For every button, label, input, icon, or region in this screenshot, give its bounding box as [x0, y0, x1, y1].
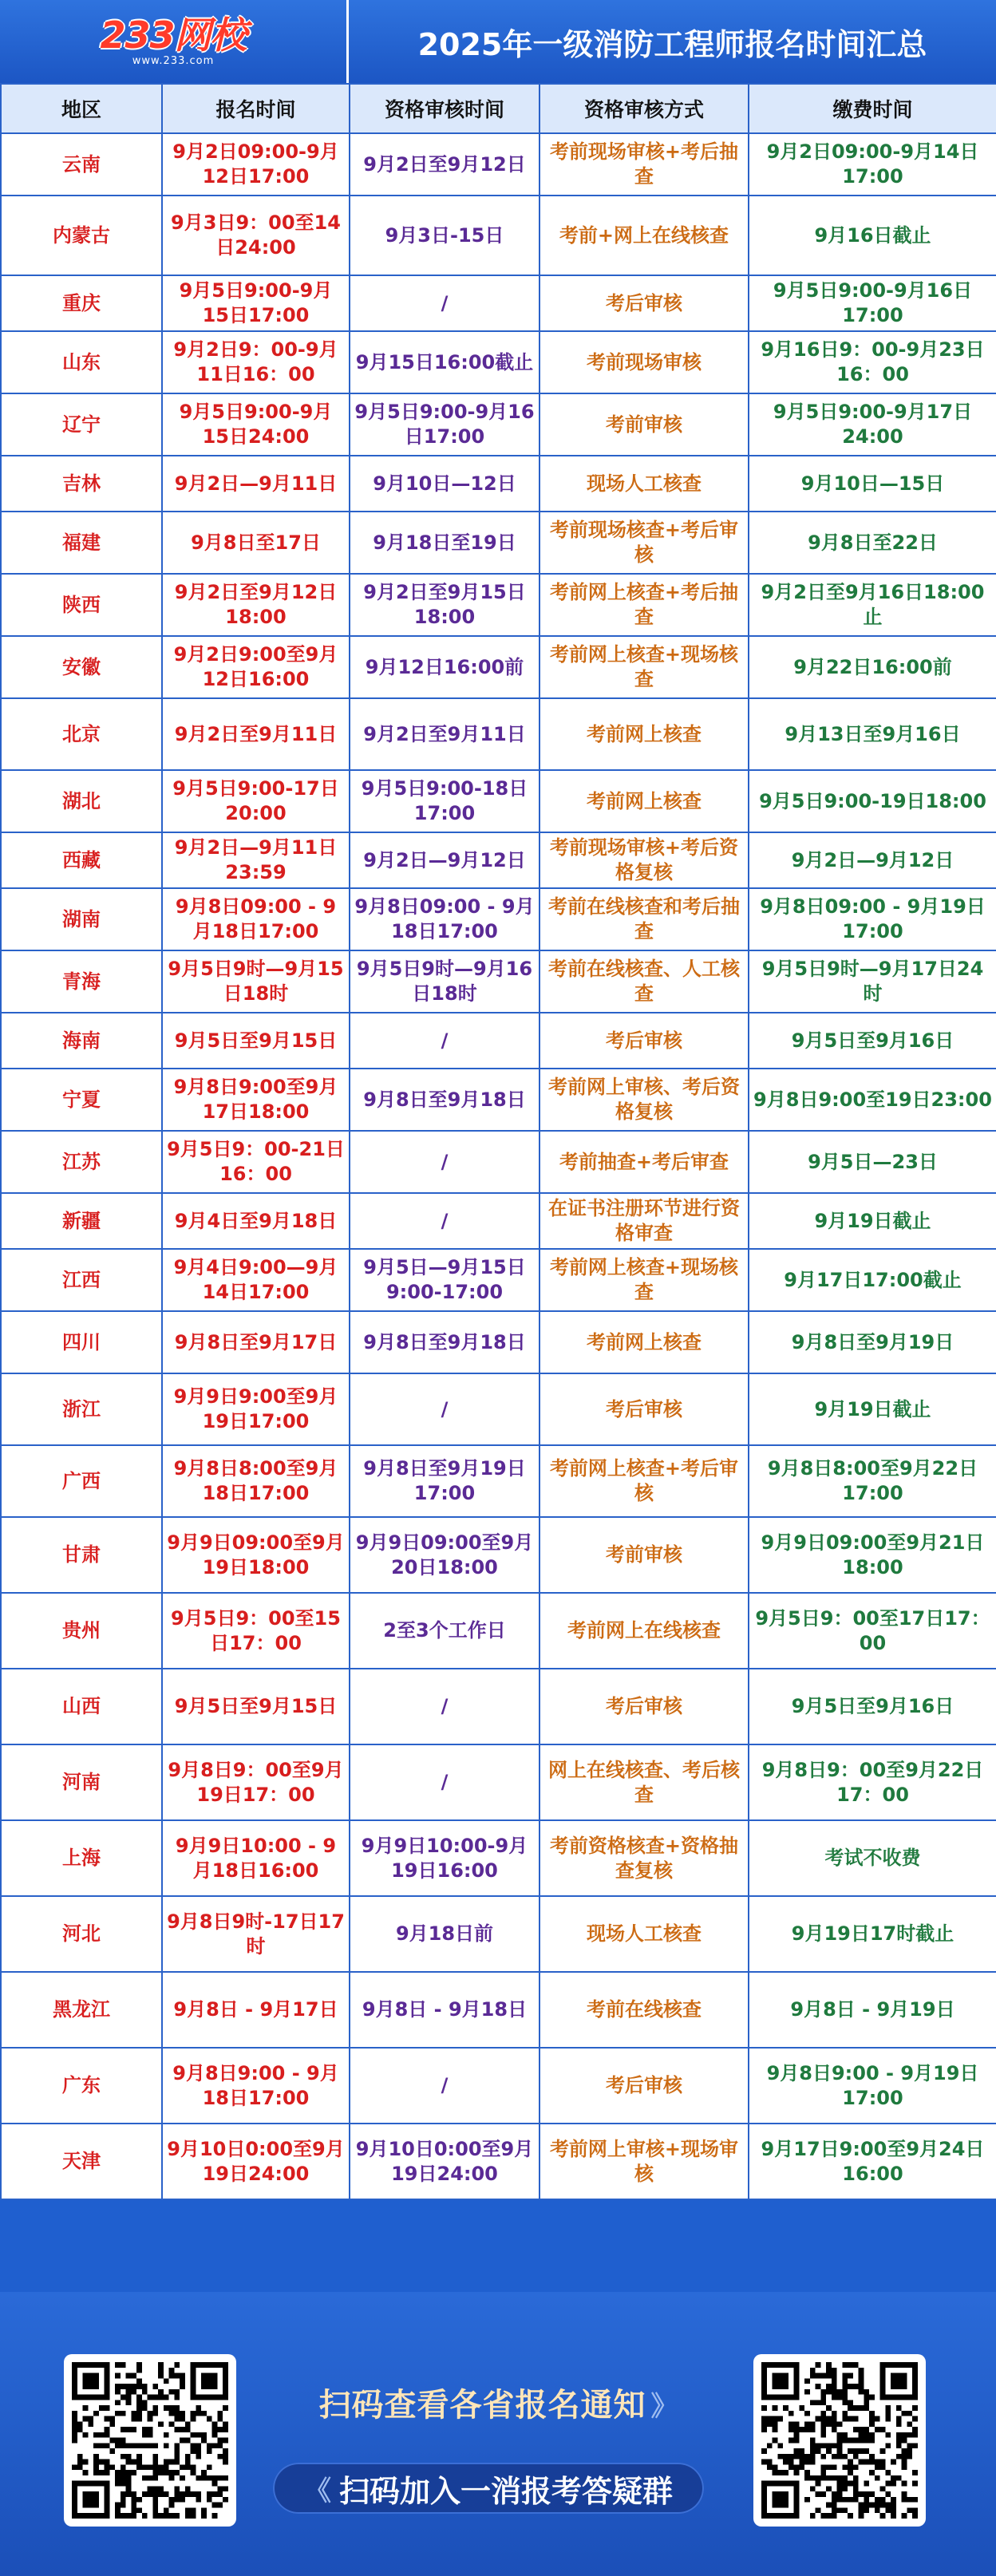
- registration-time-cell: 9月2日—9月11日: [162, 456, 350, 512]
- region-cell: 广西: [1, 1445, 162, 1517]
- column-header: 报名时间: [162, 84, 350, 133]
- registration-time-cell: 9月8日09:00 - 9月18日17:00: [162, 888, 350, 950]
- registration-time-cell: 9月8日9:00 - 9月18日17:00: [162, 2048, 350, 2124]
- payment-time-cell: 9月22日16:00前: [749, 636, 996, 698]
- audit-method-cell: 考前网上核查+现场核查: [540, 1249, 749, 1311]
- payment-time-cell: 9月8日9:00 - 9月19日17:00: [749, 2048, 996, 2124]
- table-row: [1, 331, 996, 393]
- column-header: 资格审核方式: [540, 84, 749, 133]
- audit-time-cell: 9月12日16:00前: [350, 636, 540, 698]
- audit-method-cell: 考后审核: [540, 1373, 749, 1445]
- registration-time-cell: 9月5日9:00-9月15日17:00: [162, 275, 350, 331]
- payment-time-cell: 9月2日至9月16日18:00止: [749, 574, 996, 636]
- audit-method-cell: 考前网上核查: [540, 770, 749, 832]
- table-row: [1, 1193, 996, 1249]
- registration-time-cell: 9月8日9时-17日17时: [162, 1896, 350, 1972]
- registration-time-cell: 9月2日—9月11日23:59: [162, 832, 350, 888]
- table-row: [1, 133, 996, 196]
- table-row: [1, 2124, 996, 2199]
- audit-method-cell: 考前在线核查: [540, 1972, 749, 2048]
- table-row: [1, 832, 996, 888]
- logo-text: 233网校: [100, 13, 247, 57]
- region-cell: 青海: [1, 950, 162, 1013]
- audit-time-cell: /: [350, 1131, 540, 1193]
- registration-time-cell: 9月5日9：00-21日16：00: [162, 1131, 350, 1193]
- region-cell: 北京: [1, 698, 162, 770]
- payment-time-cell: 9月17日17:00截止: [749, 1249, 996, 1311]
- audit-time-cell: 9月2日至9月15日18:00: [350, 574, 540, 636]
- audit-time-cell: /: [350, 1193, 540, 1249]
- registration-time-cell: 9月5日至9月15日: [162, 1013, 350, 1069]
- region-cell: 辽宁: [1, 393, 162, 456]
- region-cell: 天津: [1, 2124, 162, 2199]
- region-cell: 广东: [1, 2048, 162, 2124]
- registration-time-cell: 9月2日09:00-9月12日17:00: [162, 133, 350, 196]
- region-cell: 山东: [1, 331, 162, 393]
- registration-time-cell: 9月2日至9月12日18:00: [162, 574, 350, 636]
- audit-time-cell: 9月2日至9月11日: [350, 698, 540, 770]
- audit-time-cell: 9月8日至9月19日17:00: [350, 1445, 540, 1517]
- audit-time-cell: 9月2日—9月12日: [350, 832, 540, 888]
- region-cell: 西藏: [1, 832, 162, 888]
- region-cell: 河北: [1, 1896, 162, 1972]
- table-row: [1, 1744, 996, 1820]
- audit-method-cell: 考后审核: [540, 2048, 749, 2124]
- audit-method-cell: 考前网上核查+考后审核: [540, 1445, 749, 1517]
- qr-code-icon: [72, 2362, 228, 2519]
- region-cell: 吉林: [1, 456, 162, 512]
- payment-time-cell: 9月5日9:00-19日18:00: [749, 770, 996, 832]
- double-arrow-left-icon: 《: [303, 2475, 331, 2507]
- audit-time-cell: 9月5日9:00-18日17:00: [350, 770, 540, 832]
- region-cell: 新疆: [1, 1193, 162, 1249]
- payment-time-cell: 9月2日09:00-9月14日17:00: [749, 133, 996, 196]
- payment-time-cell: 9月9日09:00至9月21日18:00: [749, 1517, 996, 1593]
- payment-time-cell: 9月2日—9月12日: [749, 832, 996, 888]
- table-row: [1, 950, 996, 1013]
- region-cell: 江苏: [1, 1131, 162, 1193]
- audit-time-cell: 9月18日前: [350, 1896, 540, 1972]
- region-cell: 贵州: [1, 1593, 162, 1669]
- payment-time-cell: 9月8日9：00至9月22日17：00: [749, 1744, 996, 1820]
- region-cell: 甘肃: [1, 1517, 162, 1593]
- payment-time-cell: 9月5日9:00-9月17日24:00: [749, 393, 996, 456]
- audit-time-cell: 9月10日—12日: [350, 456, 540, 512]
- table-row: [1, 1896, 996, 1972]
- audit-method-cell: 网上在线核查、考后核查: [540, 1744, 749, 1820]
- payment-time-cell: 9月5日9:00-9月16日17:00: [749, 275, 996, 331]
- payment-time-cell: 9月10日—15日: [749, 456, 996, 512]
- registration-time-cell: 9月9日09:00至9月19日18:00: [162, 1517, 350, 1593]
- region-cell: 安徽: [1, 636, 162, 698]
- logo-url: www.233.com: [132, 54, 215, 67]
- registration-time-cell: 9月3日9：00至14日24:00: [162, 196, 350, 275]
- table-row: [1, 636, 996, 698]
- audit-method-cell: 在证书注册环节进行资格审查: [540, 1193, 749, 1249]
- registration-time-cell: 9月8日 - 9月17日: [162, 1972, 350, 2048]
- table-row: [1, 2048, 996, 2124]
- audit-method-cell: 考前+网上在线核查: [540, 196, 749, 275]
- double-arrow-right-icon: 》: [650, 2391, 679, 2423]
- audit-time-cell: 9月8日09:00 - 9月18日17:00: [350, 888, 540, 950]
- registration-time-cell: 9月2日9:00至9月12日16:00: [162, 636, 350, 698]
- registration-time-cell: 9月5日9时—9月15日18时: [162, 950, 350, 1013]
- qr-code-right[interactable]: [753, 2354, 926, 2527]
- registration-time-cell: 9月4日至9月18日: [162, 1193, 350, 1249]
- registration-time-cell: 9月8日9:00至9月17日18:00: [162, 1069, 350, 1131]
- registration-time-cell: 9月8日至9月17日: [162, 1311, 350, 1373]
- audit-time-cell: 9月2日至9月12日: [350, 133, 540, 196]
- table-row: [1, 456, 996, 512]
- region-cell: 陕西: [1, 574, 162, 636]
- column-header: 地区: [1, 84, 162, 133]
- audit-method-cell: 考前现场核查+考后审核: [540, 512, 749, 574]
- payment-time-cell: 9月17日9:00至9月24日16:00: [749, 2124, 996, 2199]
- registration-time-cell: 9月9日10:00 - 9月18日16:00: [162, 1820, 350, 1896]
- audit-time-cell: 9月8日 - 9月18日: [350, 1972, 540, 2048]
- schedule-table: [0, 83, 996, 2200]
- payment-time-cell: 9月8日9:00至19日23:00: [749, 1069, 996, 1131]
- header: [0, 0, 996, 83]
- payment-time-cell: 9月8日 - 9月19日: [749, 1972, 996, 2048]
- audit-method-cell: 考前审核: [540, 1517, 749, 1593]
- table-row: [1, 1013, 996, 1069]
- region-cell: 江西: [1, 1249, 162, 1311]
- audit-time-cell: /: [350, 1013, 540, 1069]
- table-row: [1, 1669, 996, 1744]
- payment-time-cell: 9月8日8:00至9月22日17:00: [749, 1445, 996, 1517]
- region-cell: 湖南: [1, 888, 162, 950]
- region-cell: 四川: [1, 1311, 162, 1373]
- audit-time-cell: /: [350, 1373, 540, 1445]
- audit-method-cell: 考前现场审核: [540, 331, 749, 393]
- table-row: [1, 888, 996, 950]
- audit-method-cell: 现场人工核查: [540, 456, 749, 512]
- audit-method-cell: 考前抽查+考后审查: [540, 1131, 749, 1193]
- table-header-row: [1, 84, 996, 133]
- payment-time-cell: 9月8日至9月19日: [749, 1311, 996, 1373]
- table-row: [1, 393, 996, 456]
- region-cell: 河南: [1, 1744, 162, 1820]
- region-cell: 云南: [1, 133, 162, 196]
- audit-method-cell: 考前现场审核+考后抽查: [540, 133, 749, 196]
- audit-time-cell: /: [350, 1744, 540, 1820]
- region-cell: 内蒙古: [1, 196, 162, 275]
- qr-code-icon: [761, 2362, 918, 2519]
- qr-code-left[interactable]: [64, 2354, 236, 2527]
- audit-time-cell: 9月3日-15日: [350, 196, 540, 275]
- registration-time-cell: 9月9日9:00至9月19日17:00: [162, 1373, 350, 1445]
- audit-method-cell: 考前在线核查、人工核查: [540, 950, 749, 1013]
- payment-time-cell: 9月19日截止: [749, 1373, 996, 1445]
- audit-time-cell: 9月10日0:00至9月19日24:00: [350, 2124, 540, 2199]
- table-row: [1, 1445, 996, 1517]
- audit-method-cell: 考后审核: [540, 275, 749, 331]
- column-header: 资格审核时间: [350, 84, 540, 133]
- audit-time-cell: /: [350, 275, 540, 331]
- table-row: [1, 1820, 996, 1896]
- table-row: [1, 1311, 996, 1373]
- registration-time-cell: 9月4日9:00—9月14日17:00: [162, 1249, 350, 1311]
- audit-time-cell: 9月18日至19日: [350, 512, 540, 574]
- payment-time-cell: 9月8日至22日: [749, 512, 996, 574]
- audit-method-cell: 考前资格核查+资格抽查复核: [540, 1820, 749, 1896]
- audit-method-cell: 考前网上核查+考后抽查: [540, 574, 749, 636]
- table-row: [1, 275, 996, 331]
- join-group-text: 扫码加入一消报考答疑群: [338, 2473, 673, 2509]
- audit-method-cell: 考前网上审核+现场审核: [540, 2124, 749, 2199]
- audit-method-cell: 考后审核: [540, 1669, 749, 1744]
- registration-time-cell: 9月5日9：00至15日17：00: [162, 1593, 350, 1669]
- scan-notice-text: 扫码查看各省报名通知: [318, 2387, 646, 2424]
- table-body: [1, 133, 996, 2199]
- audit-method-cell: 考后审核: [540, 1013, 749, 1069]
- registration-time-cell: 9月5日至9月15日: [162, 1669, 350, 1744]
- table-row: [1, 1069, 996, 1131]
- audit-time-cell: 9月5日9:00-9月16日17:00: [350, 393, 540, 456]
- audit-time-cell: 9月8日至9月18日: [350, 1069, 540, 1131]
- payment-time-cell: 9月19日截止: [749, 1193, 996, 1249]
- registration-time-cell: 9月10日0:00至9月19日24:00: [162, 2124, 350, 2199]
- column-header: 缴费时间: [749, 84, 996, 133]
- audit-method-cell: 考前审核: [540, 393, 749, 456]
- region-cell: 福建: [1, 512, 162, 574]
- table-row: [1, 698, 996, 770]
- logo: [0, 0, 349, 83]
- page-title: 2025年一级消防工程师报名时间汇总: [417, 26, 927, 62]
- payment-time-cell: 9月5日—23日: [749, 1131, 996, 1193]
- region-cell: 海南: [1, 1013, 162, 1069]
- scan-notice-caption: [271, 2380, 726, 2425]
- audit-method-cell: 考前网上核查: [540, 1311, 749, 1373]
- payment-time-cell: 9月5日至9月16日: [749, 1013, 996, 1069]
- registration-time-cell: 9月2日9：00-9月11日16：00: [162, 331, 350, 393]
- region-cell: 重庆: [1, 275, 162, 331]
- audit-time-cell: 9月5日—9月15日9:00-17:00: [350, 1249, 540, 1311]
- audit-time-cell: 9月9日09:00至9月20日18:00: [350, 1517, 540, 1593]
- payment-time-cell: 9月8日09:00 - 9月19日17:00: [749, 888, 996, 950]
- payment-time-cell: 9月19日17时截止: [749, 1896, 996, 1972]
- audit-time-cell: 9月15日16:00截止: [350, 331, 540, 393]
- region-cell: 山西: [1, 1669, 162, 1744]
- payment-time-cell: 9月16日截止: [749, 196, 996, 275]
- payment-time-cell: 9月16日9：00-9月23日16：00: [749, 331, 996, 393]
- region-cell: 宁夏: [1, 1069, 162, 1131]
- payment-time-cell: 9月5日9时—9月17日24时: [749, 950, 996, 1013]
- audit-method-cell: 考前网上审核、考后资格复核: [540, 1069, 749, 1131]
- registration-time-cell: 9月8日9：00至9月19日17：00: [162, 1744, 350, 1820]
- table-row: [1, 1972, 996, 2048]
- audit-time-cell: 9月5日9时—9月16日18时: [350, 950, 540, 1013]
- region-cell: 湖北: [1, 770, 162, 832]
- table-row: [1, 1593, 996, 1669]
- payment-time-cell: 考试不收费: [749, 1820, 996, 1896]
- table-row: [1, 770, 996, 832]
- table-row: [1, 574, 996, 636]
- payment-time-cell: 9月13日至9月16日: [749, 698, 996, 770]
- registration-time-cell: 9月8日8:00至9月18日17:00: [162, 1445, 350, 1517]
- payment-time-cell: 9月5日9：00至17日17：00: [749, 1593, 996, 1669]
- table-row: [1, 1131, 996, 1193]
- audit-time-cell: 2至3个工作日: [350, 1593, 540, 1669]
- audit-method-cell: 考前在线核查和考后抽查: [540, 888, 749, 950]
- audit-time-cell: /: [350, 1669, 540, 1744]
- audit-method-cell: 考前网上核查+现场核查: [540, 636, 749, 698]
- payment-time-cell: 9月5日至9月16日: [749, 1669, 996, 1744]
- region-cell: 黑龙江: [1, 1972, 162, 2048]
- registration-time-cell: 9月5日9:00-9月15日24:00: [162, 393, 350, 456]
- audit-time-cell: /: [350, 2048, 540, 2124]
- audit-time-cell: 9月8日至9月18日: [350, 1311, 540, 1373]
- registration-time-cell: 9月5日9:00-17日20:00: [162, 770, 350, 832]
- table-row: [1, 1517, 996, 1593]
- registration-time-cell: 9月2日至9月11日: [162, 698, 350, 770]
- table-row: [1, 1249, 996, 1311]
- audit-method-cell: 考前网上核查: [540, 698, 749, 770]
- table-row: [1, 1373, 996, 1445]
- table-row: [1, 512, 996, 574]
- join-group-button[interactable]: [273, 2463, 704, 2514]
- table-row: [1, 196, 996, 275]
- audit-time-cell: 9月9日10:00-9月19日16:00: [350, 1820, 540, 1896]
- audit-method-cell: 现场人工核查: [540, 1896, 749, 1972]
- region-cell: 上海: [1, 1820, 162, 1896]
- audit-method-cell: 考前网上在线核查: [540, 1593, 749, 1669]
- footer: [0, 2292, 996, 2576]
- registration-time-cell: 9月8日至17日: [162, 512, 350, 574]
- region-cell: 浙江: [1, 1373, 162, 1445]
- audit-method-cell: 考前现场审核+考后资格复核: [540, 832, 749, 888]
